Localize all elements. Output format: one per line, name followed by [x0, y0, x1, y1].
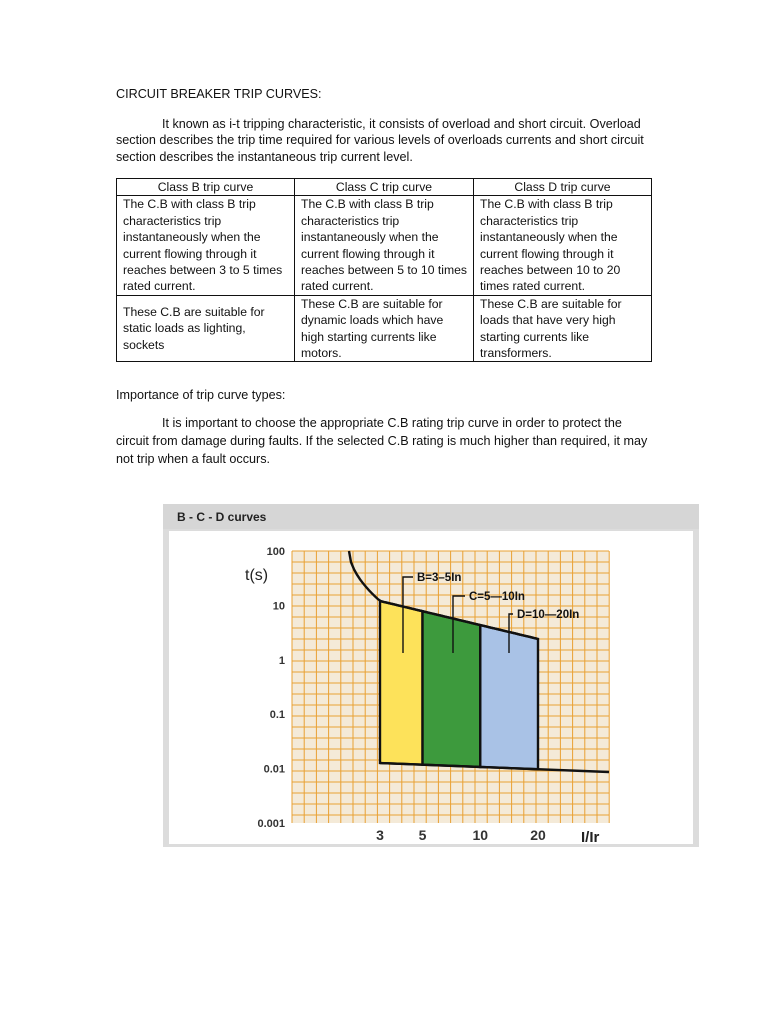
- y-tick-label: 0.1: [269, 709, 285, 722]
- curve-band-c: [423, 611, 481, 767]
- series-label-d: D=10—20In: [517, 609, 580, 621]
- section-importance: [116, 386, 652, 468]
- table-cell-c-trip: The C.B with class B trip characteristics trip instantaneously when the current flowing through it reaches between 5 to 10 times rated current.: [295, 196, 474, 295]
- y-tick-label: 0.001: [257, 818, 285, 830]
- table-header-row: [117, 179, 652, 196]
- table-cell-b-trip: The C.B with class B trip characteristics trip instantaneously when the current flowing through it reaches between 3 to 5 times rated current.: [117, 196, 295, 295]
- section-title: Importance of trip curve types:: [116, 388, 286, 402]
- y-tick-label: 10: [272, 600, 285, 613]
- x-tick-label: 3: [376, 827, 384, 843]
- document-top: [116, 86, 652, 165]
- y-tick-label: 0.01: [263, 763, 285, 776]
- chart-title: B - C - D curves: [177, 510, 267, 524]
- series-label-b: B=3–5In: [417, 572, 462, 584]
- table-row: [117, 295, 652, 362]
- x-tick-label: 5: [418, 827, 427, 843]
- table-cell-b-loads: These C.B are suitable for static loads as lighting, sockets: [117, 295, 295, 362]
- series-label-c: C=5—10In: [469, 591, 525, 603]
- trip-curve-table: [116, 178, 652, 362]
- document-title: CIRCUIT BREAKER TRIP CURVES:: [116, 87, 322, 101]
- x-tick-label: 20: [530, 827, 546, 843]
- table-header-class-d: Class D trip curve: [474, 179, 652, 196]
- y-tick-label: 100: [266, 546, 285, 558]
- section-paragraph: It is important to choose the appropriate C.B rating trip curve in order to protect the circuit from damage during faults. If the selected C.B rating is much higher than required, it may not trip when a fault occurs.: [116, 416, 648, 466]
- chart-svg: [163, 504, 699, 847]
- table-cell-d-trip: The C.B with class B trip characteristics trip instantaneously when the current flowing through it reaches between 10 to 20 times rated current.: [474, 196, 652, 295]
- table-cell-c-loads: These C.B are suitable for dynamic loads which have high starting currents like motors.: [295, 295, 474, 362]
- y-axis-label: t(s): [245, 567, 269, 584]
- curve-band-b: [380, 601, 423, 765]
- y-tick-label: 1: [278, 654, 285, 667]
- table-header-class-b: Class B trip curve: [117, 179, 295, 196]
- table-row: [117, 196, 652, 295]
- intro-paragraph: It known as i-t tripping characteristic, it consists of overload and short circuit. Overload section describes the trip time required for various levels of overloads currents and short circuit section describes the instantaneous trip current level.: [116, 117, 644, 164]
- trip-curve-chart: [163, 504, 699, 847]
- x-axis-label: I/Ir: [581, 829, 600, 846]
- x-tick-label: 10: [472, 827, 489, 843]
- table-header-class-c: Class C trip curve: [295, 179, 474, 196]
- table-cell-d-loads: These C.B are suitable for loads that have very high starting currents like transformers.: [474, 295, 652, 362]
